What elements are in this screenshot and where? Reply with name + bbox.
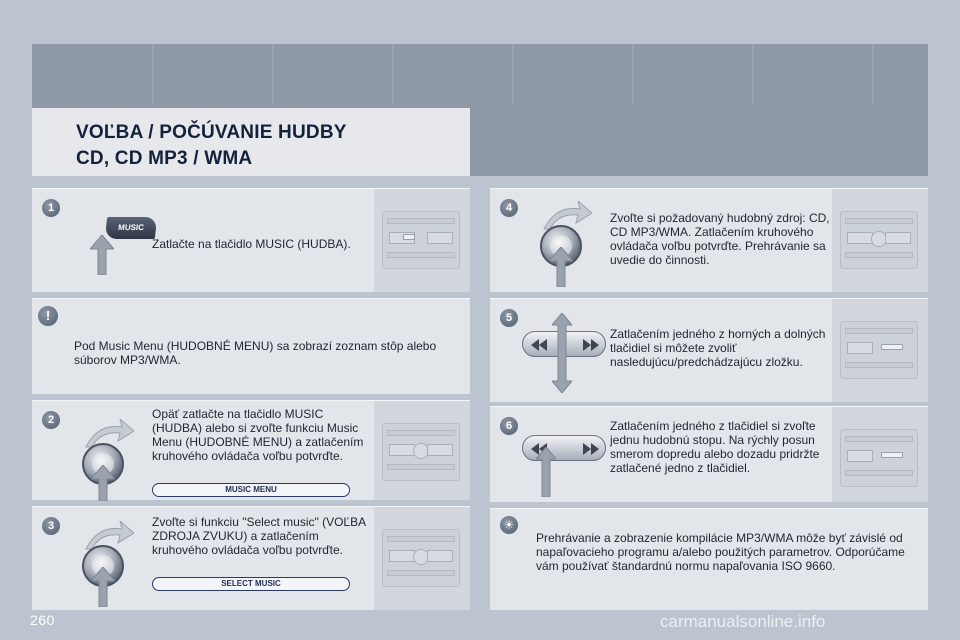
radio-panel-icon <box>840 321 918 379</box>
radio-panel-icon <box>382 529 460 587</box>
radio-bar <box>845 470 913 476</box>
band-stripe <box>152 44 154 104</box>
radio-bar <box>387 570 455 576</box>
tip-card <box>490 508 928 610</box>
tip-sun-icon: ☀ <box>500 516 518 534</box>
radio-keys <box>389 444 415 456</box>
radio-panel-icon <box>382 423 460 481</box>
radio-keys <box>885 232 911 244</box>
radio-bar <box>387 430 455 436</box>
step-4-card <box>490 188 928 292</box>
radio-bar <box>845 252 913 258</box>
step-4-text: Zvoľte si požadovaný hudobný zdroj: CD, CD MP3/WMA. Zatlačením kruhového ovládača voľbu potvrďte. Prehrávanie sa uvedie do činnosti. <box>610 211 830 267</box>
step-number-5: 5 <box>500 309 518 327</box>
radio-thumbnail <box>374 401 470 500</box>
step-number-3: 3 <box>42 517 60 535</box>
radio-keys <box>427 232 453 244</box>
up-arrow-icon <box>91 465 115 501</box>
note-card <box>32 298 470 394</box>
radio-keys <box>427 444 453 456</box>
up-arrow-icon <box>90 235 114 275</box>
seek-buttons-icon <box>522 435 606 461</box>
radio-bar <box>387 464 455 470</box>
highlight-seek <box>881 344 903 350</box>
radio-panel-icon <box>382 211 460 269</box>
step-5-text: Zatlačením jedného z horných a dolných tlačidiel si môžete zvoliť nasledujúcu/predchádzajúcu zložku. <box>610 327 826 369</box>
band-stripe <box>392 44 394 104</box>
select-music-pill: SELECT MUSIC <box>152 577 350 591</box>
tip-text: Prehrávanie a zobrazenie kompilácie MP3/WMA môže byť závislé od napaľovacieho programu a/alebo použitých parametrov. Odporúčame vám používať štandardnú normu napaľovania ISO 9660. <box>536 531 905 573</box>
step-5-card <box>490 298 928 402</box>
radio-bar <box>387 536 455 542</box>
radio-keys <box>427 550 453 562</box>
radio-bar <box>845 436 913 442</box>
radio-thumbnail <box>832 299 928 402</box>
step-2-card <box>32 400 470 500</box>
step-3-text: Zvoľte si funkciu "Select music" (VOĽBA ZDROJA ZVUKU) a zatlačením kruhového ovládača voľbu potvrďte. <box>152 515 366 557</box>
step-2-text: Opäť zatlačte na tlačidlo MUSIC (HUDBA) alebo si zvoľte funkciu Music Menu (HUDOBNÉ MENU) a zatlačením kruhového ovládača voľbu potvrďte. <box>152 407 364 463</box>
page-number: 260 <box>30 612 55 628</box>
radio-keys <box>847 232 873 244</box>
music-button-icon: MUSIC <box>105 217 157 239</box>
radio-keys <box>847 450 873 462</box>
radio-keys <box>847 342 873 354</box>
up-down-arrow-icon <box>552 313 572 393</box>
radio-thumbnail <box>832 407 928 502</box>
step-6-card <box>490 406 928 502</box>
up-arrow-icon <box>91 567 115 607</box>
step-1-text: Zatlačte na tlačidlo MUSIC (HUDBA). <box>152 237 351 251</box>
band-stripe <box>272 44 274 104</box>
highlight-seek <box>881 452 903 458</box>
step-3-card <box>32 506 470 610</box>
step-number-4: 4 <box>500 199 518 217</box>
radio-thumbnail <box>374 189 470 292</box>
step-number-1: 1 <box>42 199 60 217</box>
up-arrow-icon <box>549 247 573 287</box>
music-menu-pill: MUSIC MENU <box>152 483 350 497</box>
radio-bar <box>387 218 455 224</box>
radio-panel-icon <box>840 211 918 269</box>
step-number-6: 6 <box>500 417 518 435</box>
radio-bar <box>845 218 913 224</box>
highlight-key <box>403 234 415 240</box>
radio-thumbnail <box>832 189 928 292</box>
up-arrow-icon <box>536 447 556 497</box>
radio-bar <box>387 252 455 258</box>
band-stripe <box>872 44 874 104</box>
radio-thumbnail <box>374 507 470 610</box>
page-subtitle: CD, CD MP3 / WMA <box>76 148 253 169</box>
step-number-2: 2 <box>42 411 60 429</box>
step-6-text: Zatlačením jedného z tlačidiel si zvoľte jednu hudobnú stopu. Na rýchly posun smerom dopredu alebo dozadu pridržte zatlačené jedno z tlačidiel. <box>610 419 820 475</box>
radio-panel-icon <box>840 429 918 487</box>
page-title: VOĽBA / POČÚVANIE HUDBY <box>76 122 347 143</box>
step-1-card <box>32 188 470 292</box>
radio-bar <box>845 328 913 334</box>
radio-bar <box>845 362 913 368</box>
page-title-box <box>32 108 470 176</box>
band-stripe <box>512 44 514 104</box>
band-stripe <box>752 44 754 104</box>
watermark: carmanualsonline.info <box>660 612 826 631</box>
warning-icon: ! <box>38 306 58 326</box>
note-text: Pod Music Menu (HUDOBNÉ MENU) sa zobrazí zoznam stôp alebo súborov MP3/WMA. <box>74 339 437 367</box>
radio-keys <box>389 550 415 562</box>
band-stripe <box>632 44 634 104</box>
